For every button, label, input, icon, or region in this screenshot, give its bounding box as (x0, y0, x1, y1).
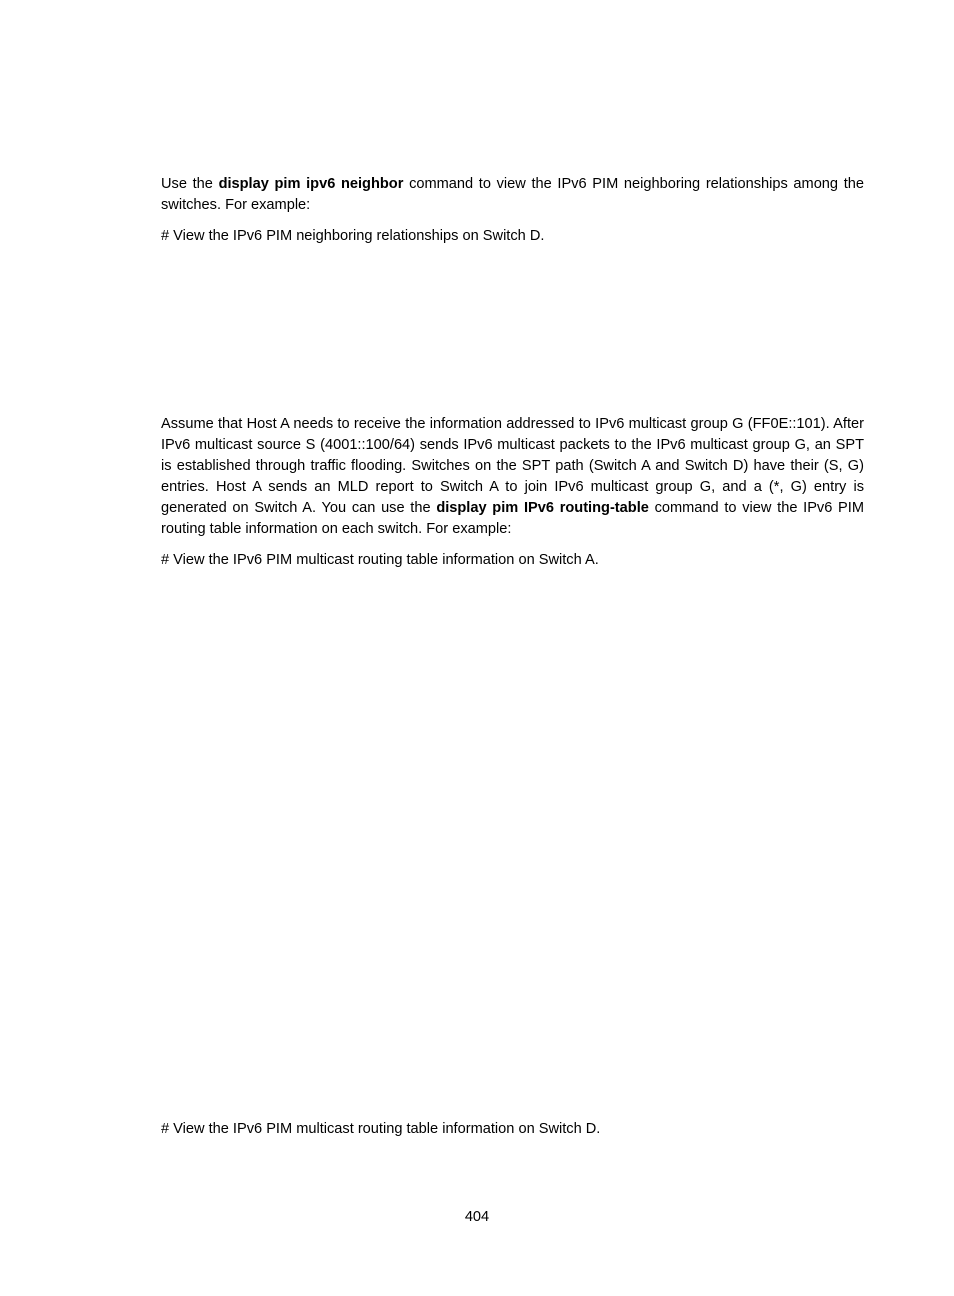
paragraph-text: Use the (161, 176, 219, 192)
paragraph-routing-table-intro (161, 414, 864, 540)
step-view-neighbors-switch-d: # View the IPv6 PIM neighboring relationships on Switch D. (161, 228, 545, 244)
paragraph-text: command to view the IPv6 PIM neighboring relationships among the switches. For example: (161, 176, 864, 213)
command-display-pim-ipv6-neighbor: display pim ipv6 neighbor (218, 176, 404, 192)
step-view-routing-table-switch-a: # View the IPv6 PIM multicast routing table information on Switch A. (161, 552, 599, 568)
paragraph-text: command to view the IPv6 PIM routing table information on each switch. For example: (161, 500, 864, 537)
command-display-pim-ipv6-routing-table: display pim IPv6 routing-table (436, 500, 649, 516)
paragraph-display-neighbor (161, 174, 864, 216)
paragraph-text: Assume that Host A needs to receive the information addressed to IPv6 multicast group G (FF0E::101). After IPv6 multicast source S (4001::100/64) sends IPv6 multicast packets to the IPv6 multicast group G, an SPT is established through traffic flooding. Switches on the SPT path (Switch A and Switch D) have their (S, G) entries. Host A sends an MLD report to Switch A to join IPv6 multicast group G, and a (*, G) entry is generated on Switch A. You can use the (161, 416, 864, 516)
page-number: 404 (464, 1209, 490, 1225)
step-view-routing-table-switch-d: # View the IPv6 PIM multicast routing table information on Switch D. (161, 1121, 601, 1137)
